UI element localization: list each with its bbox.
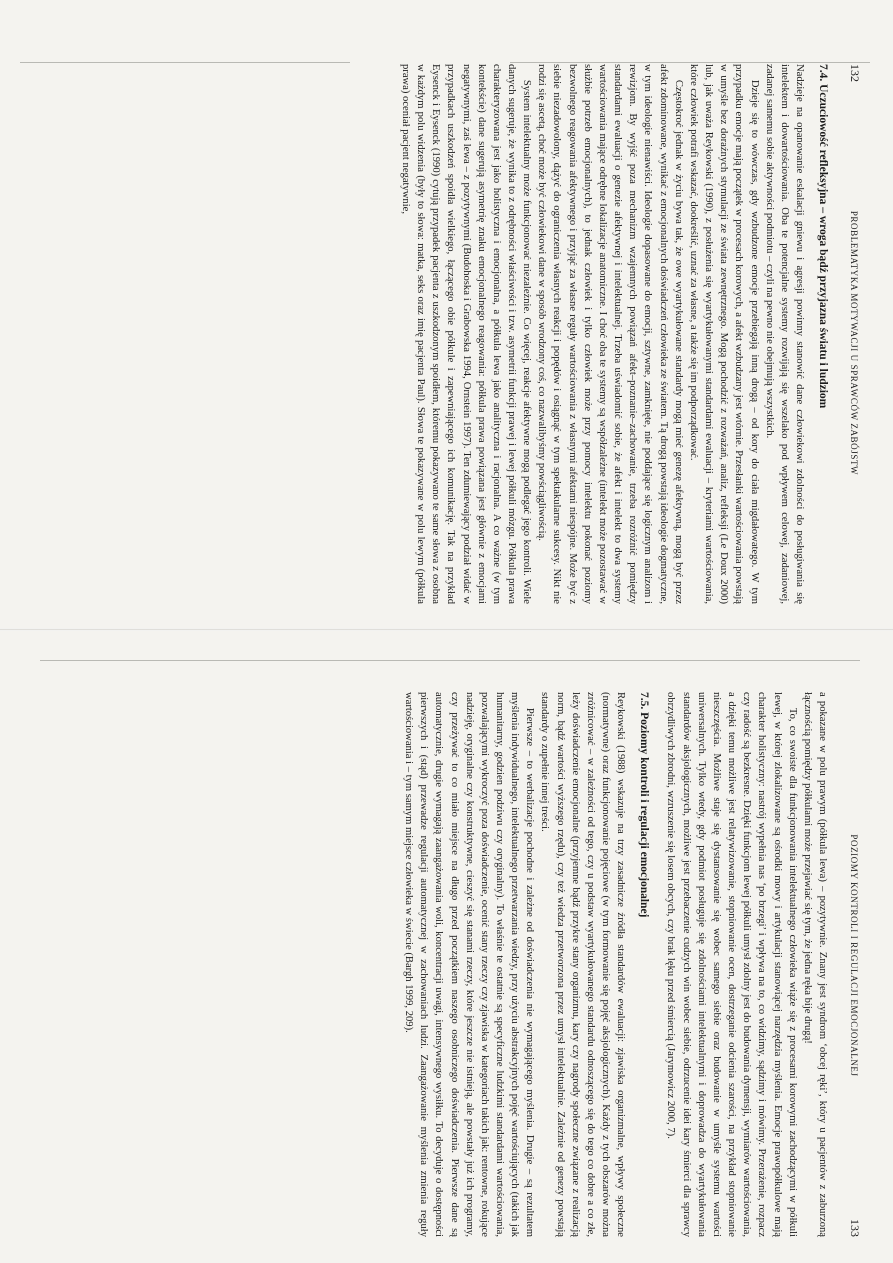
paragraph: a pokazane w polu prawym (półkula lewa) – pozytywnie. Znany jest syndrom ‘obcej ręki’, który u pacjentów z zaburzoną łącznością pomiędzy półkulami może przejawiać się tym, że jedna ręka bije drugą! xyxy=(801,692,828,1237)
running-head xyxy=(844,692,862,1237)
scan-edge-top-right xyxy=(510,62,870,63)
running-head xyxy=(844,64,862,604)
paragraph: Nadzieje na opanowanie eskalacji gniewu i agresji powinny stanowić dane człowiekowi zdolności do posługiwania się intelektem i dowartościowania. Oba te potencjalne systemy rozwijają się wszelako pod wpływem celowej, zadaniowej, zadanej samemu sobie aktywności podmiotu – czyli na pewno nie obejmują wszystkich. xyxy=(763,64,805,604)
section-title: 7.5. Poziomy kontroli i regulacji emocjonalnej xyxy=(638,692,651,918)
paragraph: System intelektualny może funkcjonować niezależnie. Co więcej, reakcje afektywne mogą podlegać jego kontroli. Wiele danych sugeruje, że wynika to z odrębności właściwości i tzw. asymetrii funkcji prawej i lewej półkuli mózgu. Półkula prawa charakteryzowana jest jako holistyczna i emocjonalna, a półkula lewa jako analityczna i racjonalna. A co ważne (w tym kontekście) dane sugerują asymetrię znaku emocjonalnego reagowania: półkula prawa powiązana jest głównie z emocjami negatywnymi, zaś lewa – z pozytywnymi (Budohoska i Grabowska 1994, Ornstein 1997). Ten zdumiewający podział widać w przypadkach uszkodzeń spoidła wielkiego, łączącego obie półkule i zapewniającego ich komunikację. Tak na przykład Eysenck i Eysenck (1990) cytują przypadek pacjenta z uszkodzonym spoidłem, któremu pokazywano te same słowa z osobna w każdym polu widzenia (były to słowa: matka, seks oraz imię pacjenta Paul). Słowa te pokazywane w polu lewym (półkula prawa) oceniał pacjent negatywnie, xyxy=(399,64,533,604)
paragraph: Pierwsze – to werbalizacje pochodne i zależne od doświadczenia nie wymagającego myślenia. Drugie – są rezultatem myślenia indywidualnego, intelektualnego przetwarzania wiedzy, przy użyciu abstrakcyjnych pojęć wartościujących (takich jak humanitarny, godzien podziwu czy oryginalny). To właśnie te ostatnie są specyficzne ludzkimi standardami wartościowania, pozwalającymi wykroczyć poza doświadczenie, ocenić stany rzeczy czy zjawiska w kategoriach takich jak: rentowne, rokujące nadzieję, oryginalne czy konstruktywne, cieszyć się stanami rzeczy, które jeszcze nie istnieją, ale powstały już ich programy, czy przeżywać to co miało miejsce na długo przed początkiem naszego osobniczego doświadczenia. Pierwsze dane są automatycznie, drugie wymagają zaangażowania woli, koncentracji uwagi, intensywnego wysiłku. To decyduje o dostępności pierwszych i (stąd) przewadze regulacji automatycznej w zachowaniach ludzi. Zaangażowanie myślenia zmienia reguły wartościowania i – tym samym miejsce człowieka w świecie (Bargh 1999, 209). xyxy=(403,692,536,1237)
body-text xyxy=(663,692,830,1237)
page-133 xyxy=(22,692,862,1237)
body-text xyxy=(398,64,807,604)
running-head-title: POZIOMY KONTROLI I REGULACJI EMOCJONALNEJ xyxy=(849,834,859,1077)
page-number: 132 xyxy=(848,64,862,82)
paragraph: To, co swoiste dla funkcjonowania intelektualnego człowieka wiąże się z procesami korowymi zachodzącymi w półkuli lewej, w której zlokalizowane są ośrodki mowy i artykulacji stanowiącej narzędzia myślenia. Emocje prawopółkulowe mają charakter holistyczny: nastrój wypełnia nas ‘po brzegi’ i wpływa na to, co widzimy, sądzimy i mówimy. Przerażenie, rozpacz czy radość są bezkresne. Dzięki funkcjom lewej półkuli umysł zdolny jest do budowania dymensji, wymiarów wartościowania, a dzięki temu możliwe jest relatywizowanie, stopniowanie ocen, dostrzeganie odcienia szarości, na przykład stopniowanie nieszczęścia. Możliwe staje się dystansowanie się wobec samego siebie oraz budowanie w umyśle systemu wartości uniwersalnych. Tylko wtedy, gdy podmiot posługuje się zdolnościami intelektualnymi i doprowadza do wyartykułowania standardów aksjologicznych, możliwe jest przebaczenie cudzych win wobec siebie, odrzucenie idei kary śmierci dla sprawcy obrzydliwych zbrodni, wzruszenie się losem obcych, czy brak lęku przed śmiercią (Jarymowicz 2000, 7). xyxy=(665,692,798,1237)
page-number: 133 xyxy=(848,1218,862,1237)
page-132 xyxy=(22,64,862,604)
paragraph: Częstokroć jednak w życiu bywa tak, że owe wyartykułowane standardy mogą mieć genezę afektywną, mogą być przez afekt zdominowane, wynikać z emocjonalnych doświadczeń człowieka ze światem. Tą drogą powstają ideologie dogmatyczne, w tym ideologie nienawiści. Ideologie dopasowane do emocji, sztywne, zamknięte, nie poddające się logicznym analizom i rewizjom. By wyjść poza mechanizm wzajemnych powiązań afekt–poznanie–zachowanie, trzeba rozróżnić pomiędzy standardami ewaluacji o genezie afektywnej i intelektualnej. Trzeba uświadomić sobie, że afekt i intelekt to dwa systemy wartościowania mające odrębne lokalizacje anatomiczne. I choć oba te systemy są współzależne (intelekt może pozostawać w służbie potrzeb emocjonalnych), to jednak człowiek i tylko człowiek może przy pomocy intelektu pokonać poziomy bezwolnego reagowania afektywnego i przyjąć za własne reguły wartościowania z własnymi afektami niespójne. Może być z siebie niezadowolony, dążyć do ograniczenia własnych reakcji i popędów i osiągnąć w tym spektakularne sukcesy. Nikt nie rodzi się ascetą, choć może być człowiekowi dane w sposób wrodzony coś, co nazwalibyśmy powściągliwością. xyxy=(536,64,684,604)
section-title: 7.4. Uczuciowość refleksyjna – wroga bądź przyjazna światu i ludziom xyxy=(817,64,829,409)
paragraph: Dzieje się to wówczas, gdy wzbudzone emocje przebiegają inną drogą – od kory do ciała migdałowatego. W tym przypadku emocje mają początek w procesach korowych, a afekt wzbudzany jest wtórnie. Przesłanki wartościowania powstają w umyśle bez doraźnych stymulacji ze świata zewnętrznego. Mogą pochodzić z rozważań, analiz, refleksji (Le Doux 2000) lub, jak uważa Reykowski (1990), z posłużenia się wyartykułowanymi standardami ewaluacji – kryteriami wartościowania, które człowiek potrafi wskazać, dookreślić, uznać za własne, a także się im podporządkować. xyxy=(687,64,760,604)
book-fold xyxy=(0,628,893,631)
running-head-title: PROBLEMATYKA MOTYWACJI U SPRAWCÓW ZABÓJSTW xyxy=(849,210,859,476)
scan-edge-middle xyxy=(40,660,860,661)
body-text xyxy=(401,692,628,1237)
scan-edge-top xyxy=(20,62,350,63)
paragraph: Reykowski (1988) wskazuje na trzy zasadnicze źródła standardów ewaluacji: zjawiska organizmalne, wpływy społeczne (normatywne) oraz funkcjonowanie pojęciowe (w tym formowanie się pojęć aksjologicznych). Każdy z tych obszarów można zróżnicować – w zależności od tego, czy u podstaw wyartykułowanego standardu odnoszącego się do tego co dobre a co złe, leży doświadczenie emocjonalne (przyjemne bądź przykre stany organizmu, kary czy nagrody społeczne związane z realizacją norm, bądź wartości wyższego rzędu), czy też wiedza przetworzona przez umysł intelektualnie. Zależnie od genezy powstają standardy o zupełnie innej treści. xyxy=(539,692,627,1237)
